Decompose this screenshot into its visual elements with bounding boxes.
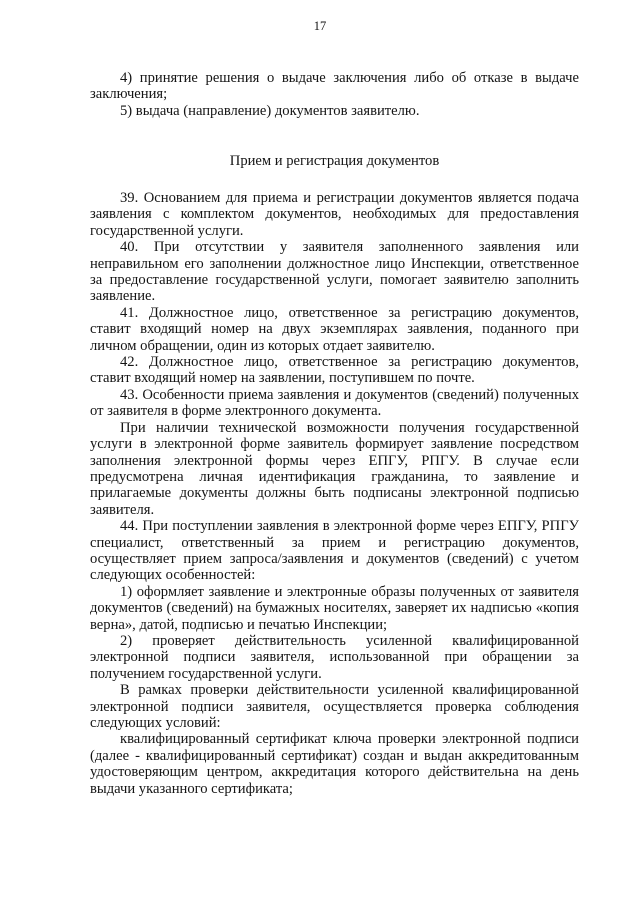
page-number: 17 — [313, 19, 327, 33]
document-body-top — [90, 70, 579, 119]
paragraph-43-electronic: При наличии технической возможности получения государственной услуги в электронной форме заявитель формирует заявление посредством заполнения электронной формы через ЕПГУ, РПГУ. В случае если предусмотрена личная идентификация гражданина, то заявление и прилагаемые документы должны быть подписаны электронной подписью заявителя. — [90, 419, 579, 518]
section-heading: Прием и регистрация документов — [229, 153, 440, 169]
paragraph-signature-check: В рамках проверки действительности усиленной квалифицированной электронной подписи заявителя, осуществляется проверка соблюдения следующих условий: — [90, 682, 579, 731]
paragraph-40: 40. При отсутствии у заявителя заполненного заявления или неправильном его заполнении должностное лицо Инспекции, ответственное за предоставление государственной услуги, помогает заявителю заполнить заявление. — [90, 239, 579, 305]
paragraph-43: 43. Особенности приема заявления и документов (сведений) полученных от заявителя в форме электронного документа. — [90, 386, 579, 420]
document-body-main — [90, 190, 579, 797]
paragraph-44: 44. При поступлении заявления в электронной форме через ЕПГУ, РПГУ специалист, ответственный за прием и регистрацию документов, осуществляет прием запроса/заявления и документов (сведений) с учетом следующих особенностей: — [90, 518, 579, 584]
paragraph-42: 42. Должностное лицо, ответственное за регистрацию документов, ставит входящий номер на заявлении, поступившем по почте. — [90, 354, 579, 387]
list-item-4: 4) принятие решения о выдаче заключения либо об отказе в выдаче заключения; — [90, 70, 579, 103]
paragraph-44-item-1: 1) оформляет заявление и электронные образы полученных от заявителя документов (сведений) на бумажных носителях, заверяет их надписью «копия верна», датой, подписью и печатью Инспекции; — [90, 583, 579, 633]
paragraph-39: 39. Основанием для приема и регистрации документов является подача заявления с комплектом документов, необходимых для предоставления государственной услуги. — [90, 190, 579, 239]
paragraph-41: 41. Должностное лицо, ответственное за регистрацию документов, ставит входящий номер на двух экземплярах заявления, поданного при личном обращении, один из которых отдает заявителю. — [90, 304, 579, 354]
paragraph-certificate-condition: квалифицированный сертификат ключа проверки электронной подписи (далее - квалифицированный сертификат) создан и выдан аккредитованным удостоверяющим центром, аккредитация которого действительна на день выдачи указанного сертификата; — [90, 731, 579, 797]
list-item-5: 5) выдача (направление) документов заявителю. — [120, 102, 420, 119]
section-heading-block — [90, 153, 579, 169]
paragraph-44-item-2: 2) проверяет действительность усиленной квалифицированной электронной подписи заявителя, использованной при обращении за получением государственной услуги. — [90, 632, 579, 682]
